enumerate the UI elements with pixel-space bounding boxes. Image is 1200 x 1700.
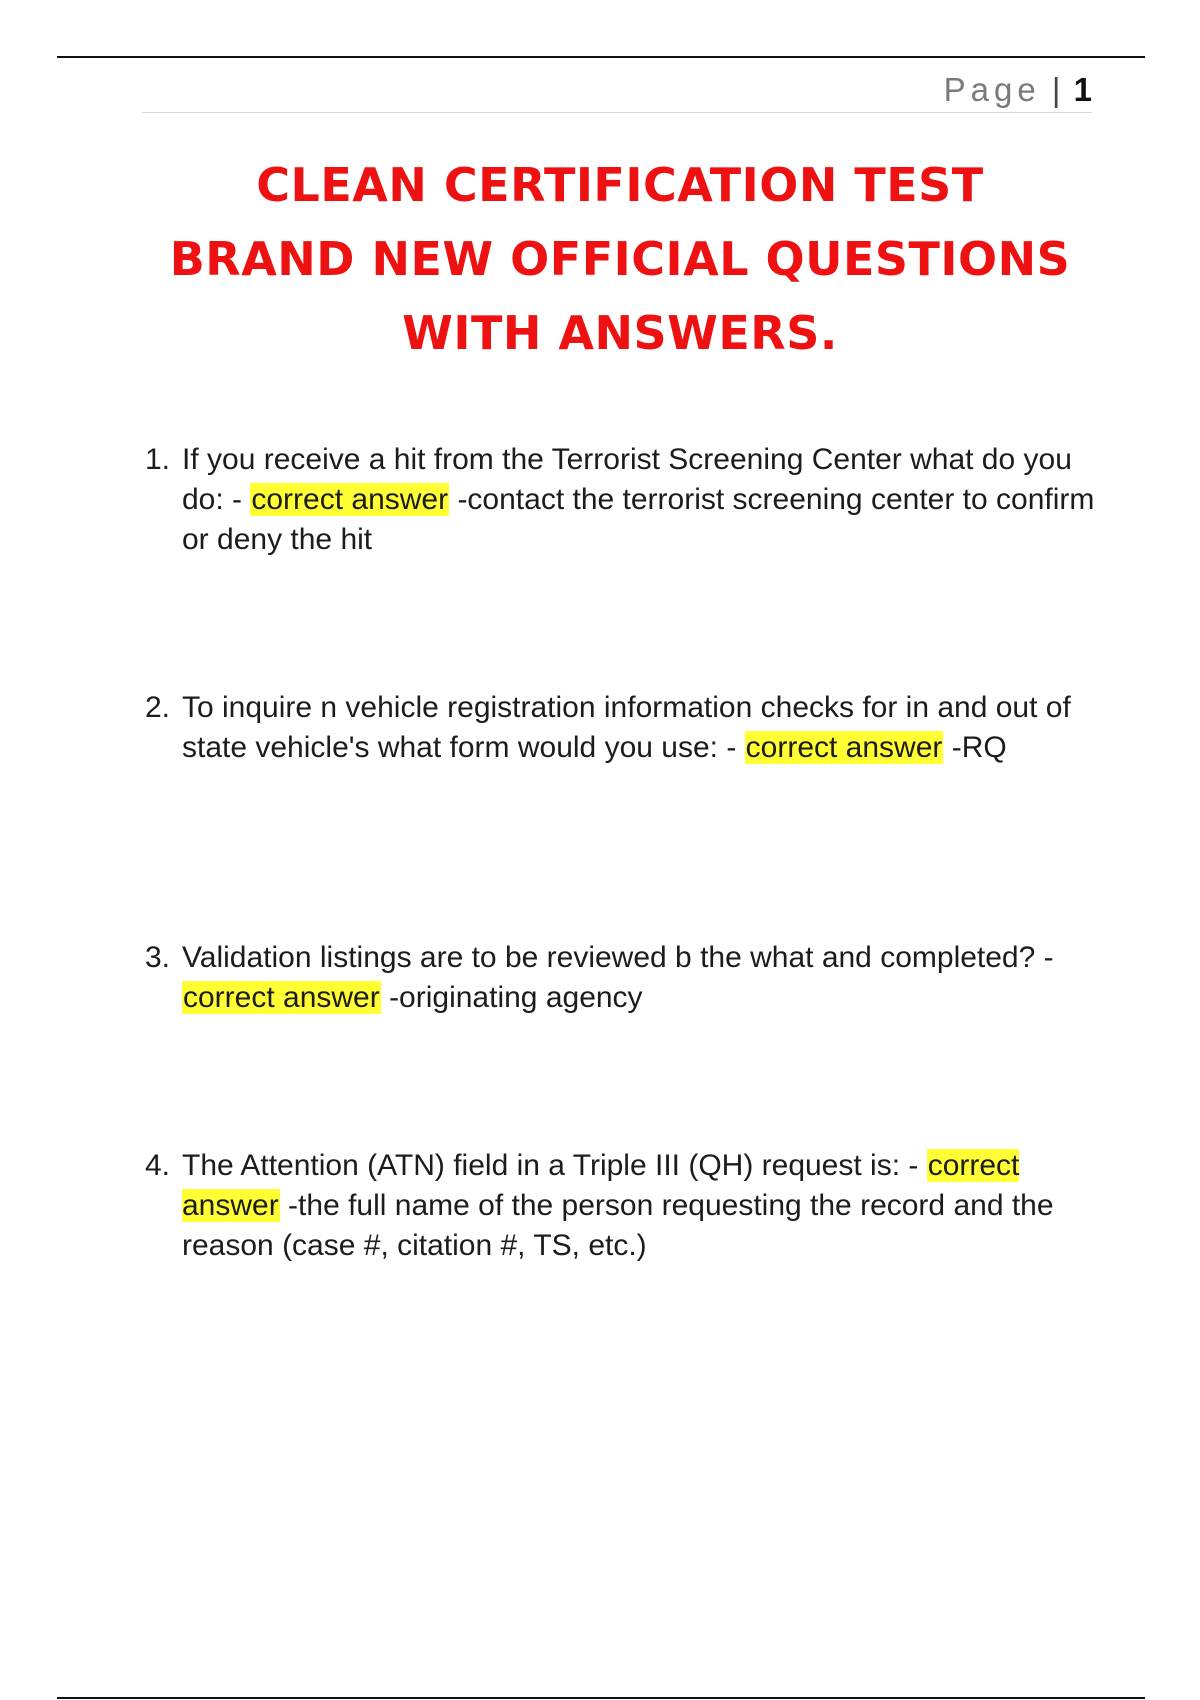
question-item-4 [145, 1146, 1095, 1266]
answer-text: -contact the terrorist screening center to confirm or deny the hit [182, 483, 1095, 556]
page-separator: | [1051, 71, 1061, 108]
question-prompt: To inquire n vehicle registration information checks for in and out of state vehicle's what form would you use: - [182, 691, 1071, 764]
title-line-2: BRAND NEW OFFICIAL QUESTIONS [169, 232, 1071, 286]
answer-text: -originating agency [380, 981, 643, 1014]
top-rule [57, 56, 1145, 58]
question-item-1 [145, 440, 1095, 560]
title-line-3: WITH ANSWERS. [402, 306, 838, 360]
answer-text: -the full name of the person requesting the record and the reason (case #, citation #, TS, etc.) [182, 1189, 1054, 1262]
bottom-rule [57, 1697, 1145, 1699]
question-number: 3. [145, 941, 171, 974]
title-line-1: CLEAN CERTIFICATION TEST [256, 158, 984, 212]
question-text [182, 688, 1095, 768]
question-prompt: The Attention (ATN) field in a Triple III (QH) request is: - [182, 1149, 927, 1182]
question-item-3 [145, 938, 1095, 1018]
question-item-2 [145, 688, 1095, 768]
question-number: 1. [145, 443, 171, 476]
question-number: 2. [145, 691, 171, 724]
correct-answer-highlight: correct answer [745, 731, 943, 764]
correct-answer-highlight: correct answer [251, 483, 449, 516]
question-prompt: If you receive a hit from the Terrorist Screening Center what do you do: - [182, 443, 1072, 516]
question-number: 4. [145, 1149, 171, 1182]
question-text [182, 440, 1095, 560]
page-header [142, 70, 1092, 113]
question-prompt: Validation listings are to be reviewed b the what and completed? - [182, 941, 1054, 974]
question-text [182, 1146, 1095, 1266]
correct-answer-highlight: correct answer [182, 1149, 1020, 1222]
correct-answer-highlight: correct answer [183, 981, 380, 1014]
question-text [182, 938, 1095, 1018]
page-number: 1 [1073, 71, 1092, 108]
page-label: Page [943, 71, 1041, 108]
document-title [100, 148, 1140, 370]
answer-text: -RQ [943, 731, 1007, 764]
